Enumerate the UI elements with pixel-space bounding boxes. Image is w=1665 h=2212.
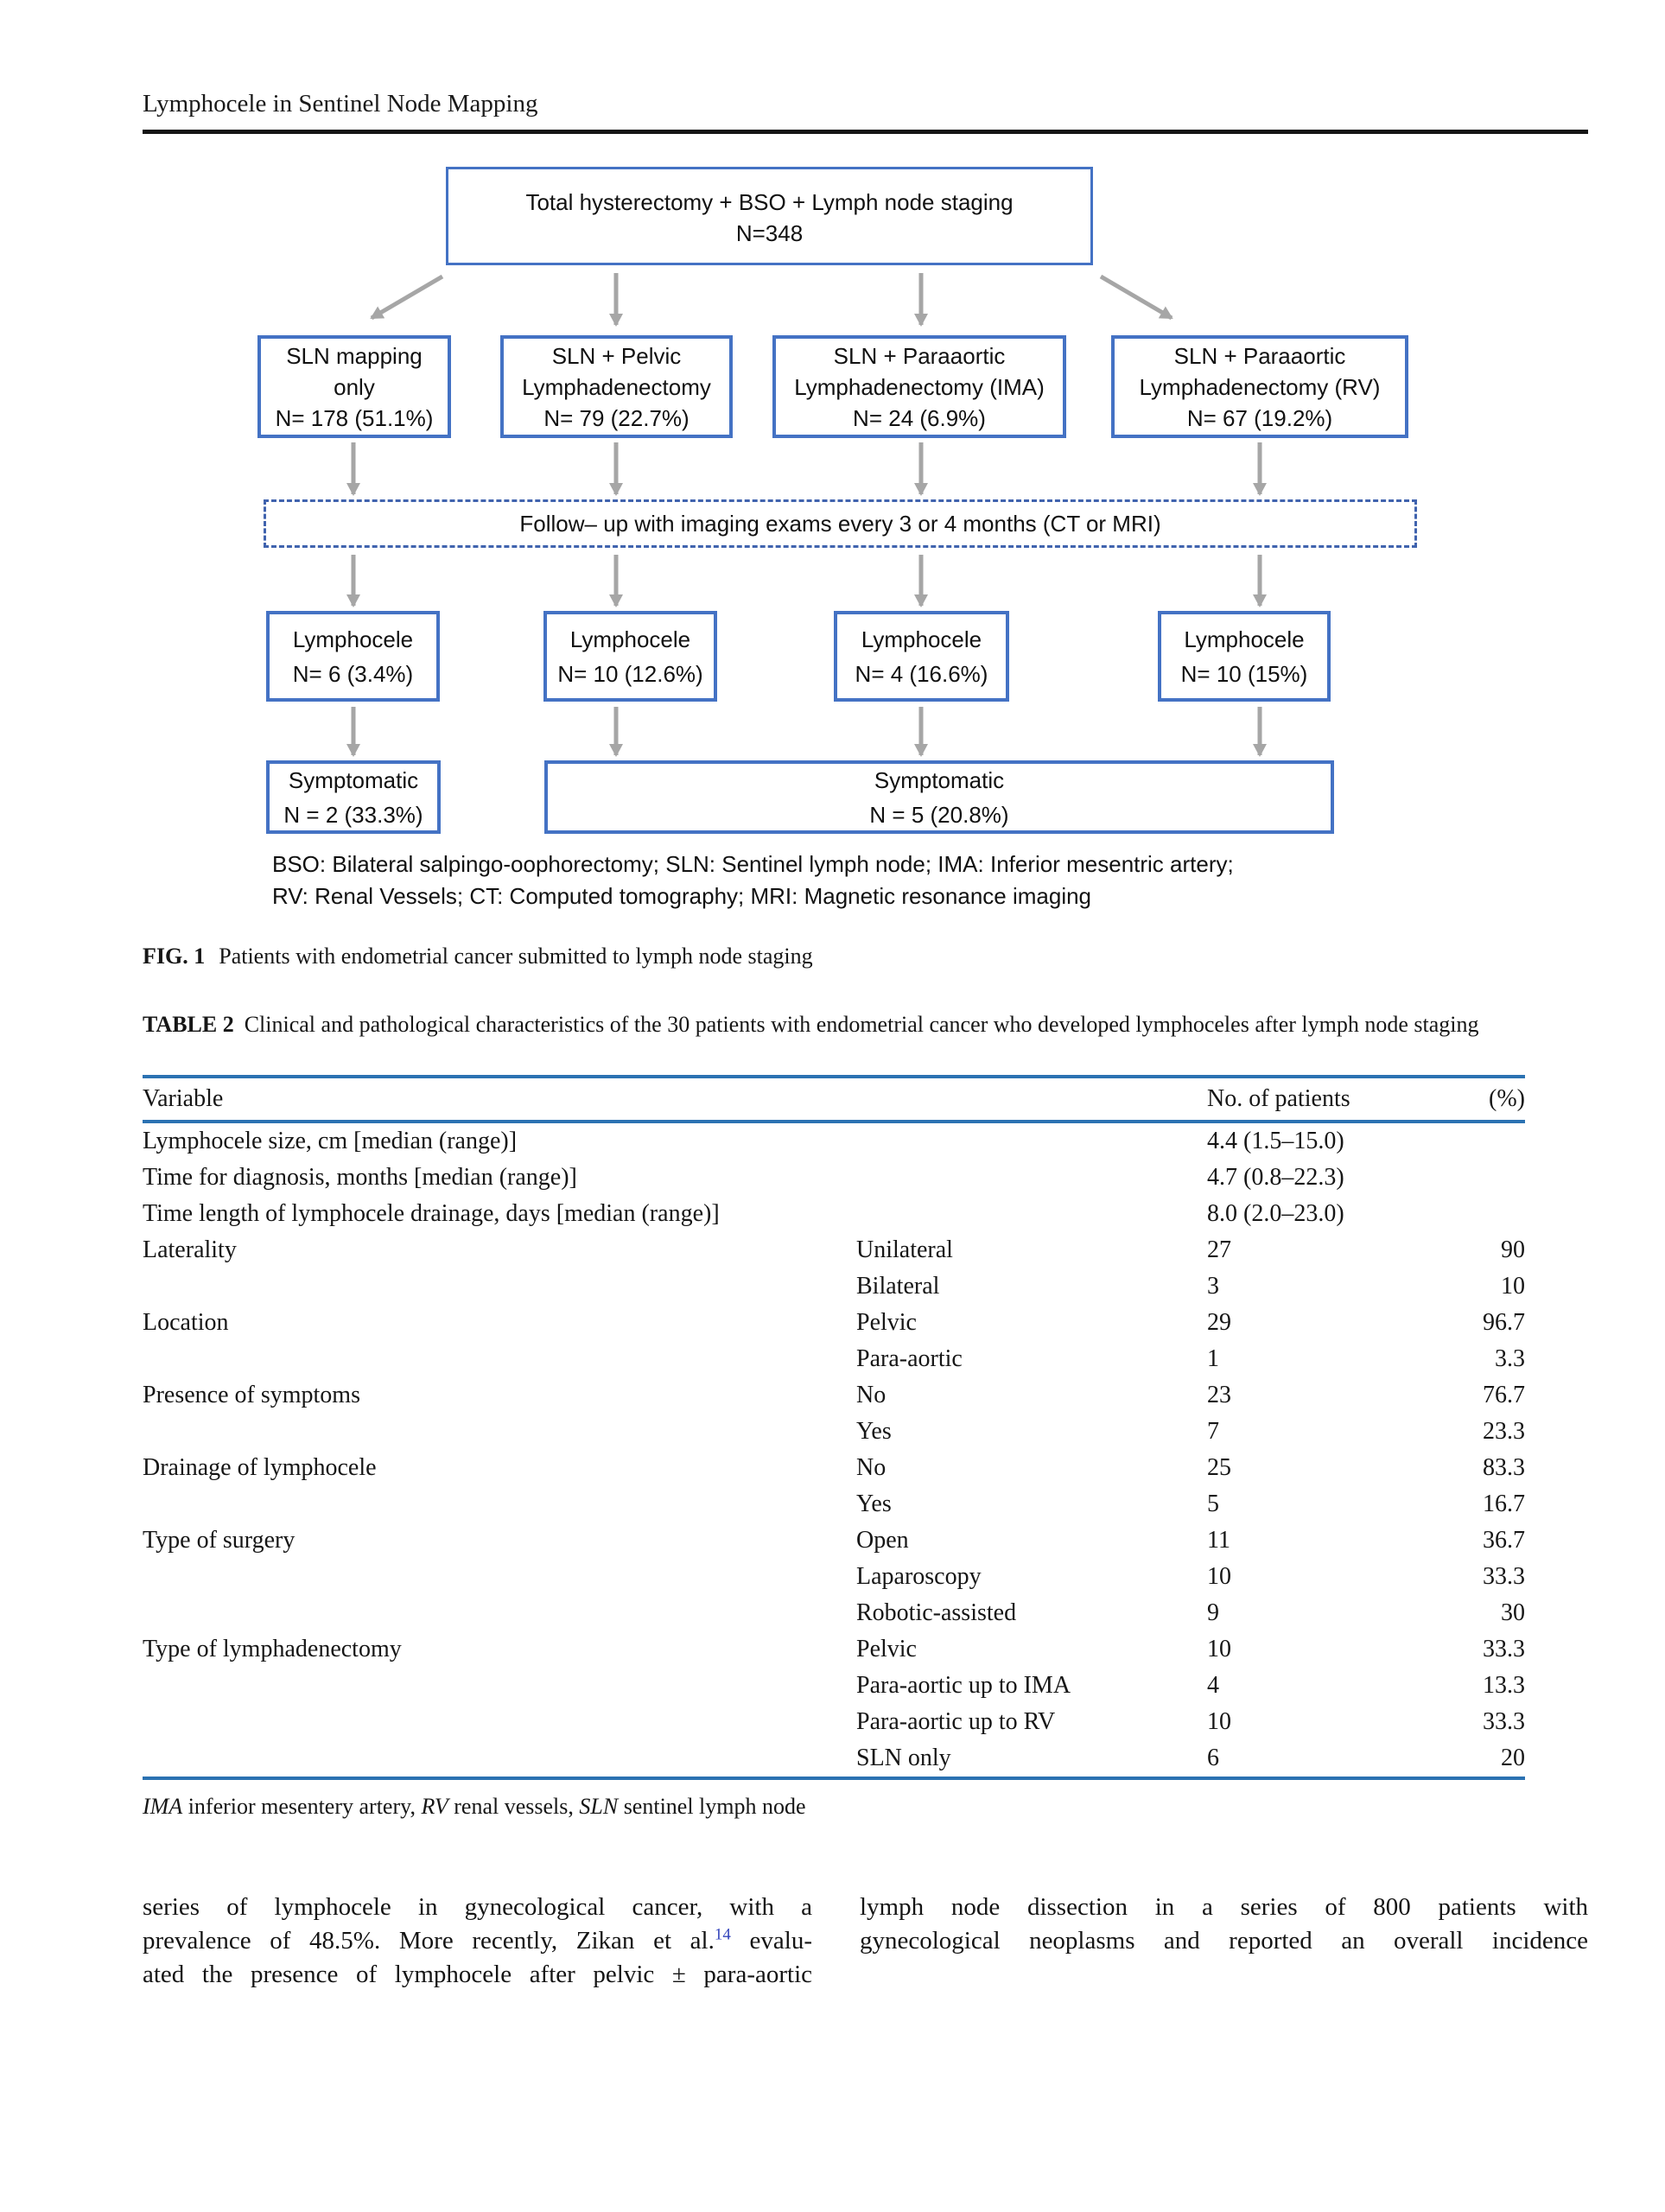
flow-arm-box-3 xyxy=(1111,335,1408,438)
body-text-line xyxy=(860,1924,1588,1958)
table-row xyxy=(143,1559,1525,1595)
table-caption-text: Clinical and pathological characteristics of the 30 patients with endometrial cancer who developed lymphoceles after lymph node staging xyxy=(244,1012,1479,1037)
flow-box-line: SLN mapping xyxy=(286,342,423,369)
flow-arrow xyxy=(372,276,442,318)
cell-n: 25 xyxy=(1207,1454,1231,1481)
legend-line: RV: Renal Vessels; CT: Computed tomography; MRI: Magnetic resonance imaging xyxy=(272,883,1092,909)
flow-box-line: Lymphocele xyxy=(292,626,414,652)
table-row xyxy=(143,1160,1525,1196)
body-text-line xyxy=(143,1891,812,1924)
cell-variable: Lymphocele size, cm [median (range)] xyxy=(143,1128,518,1154)
cell-pct: 83.3 xyxy=(1483,1454,1525,1481)
table-footnote xyxy=(143,1794,1525,1820)
cell-n: 7 xyxy=(1207,1418,1219,1445)
cell-pct: 76.7 xyxy=(1483,1382,1525,1408)
table-row xyxy=(143,1631,1525,1668)
cell-variable: Drainage of lymphocele xyxy=(143,1454,377,1481)
figure-caption-label: FIG. 1 xyxy=(143,944,206,969)
cell-variable: Time for diagnosis, months [median (range)] xyxy=(143,1164,577,1191)
symptomatic-box-0 xyxy=(266,760,441,834)
flow-box-line: Lymphadenectomy (IMA) xyxy=(794,373,1045,400)
cell-n: 10 xyxy=(1207,1563,1231,1590)
footnote-segment: renal vessels, xyxy=(448,1794,580,1819)
cell-category: Para-aortic xyxy=(856,1345,963,1372)
table-row xyxy=(143,1414,1525,1450)
cell-n: 29 xyxy=(1207,1309,1231,1336)
flow-box-line: N= 178 (51.1%) xyxy=(275,404,434,431)
flow-box-line: Symptomatic xyxy=(874,766,1005,793)
cell-pct: 33.3 xyxy=(1483,1563,1525,1590)
cell-category: Laparoscopy xyxy=(856,1563,982,1590)
flow-box-line: Lymphocele xyxy=(1184,626,1305,652)
cell-category: Para-aortic up to IMA xyxy=(856,1672,1071,1699)
footnote-segment: RV xyxy=(421,1794,448,1819)
body-text-segment: gynecological neoplasms and reported an overall incidence xyxy=(860,1927,1588,1955)
cell-n: 6 xyxy=(1207,1745,1219,1771)
header-percent: (%) xyxy=(1489,1085,1525,1112)
cell-category: Unilateral xyxy=(856,1236,953,1263)
body-text-segment: ated the presence of lymphocele after pelvic ± para-aortic xyxy=(143,1961,812,1988)
cell-category: SLN only xyxy=(856,1745,951,1771)
lymphocele-box-2 xyxy=(834,611,1009,702)
flow-box-line: N= 24 (6.9%) xyxy=(853,404,986,431)
cell-pct: 20 xyxy=(1501,1745,1525,1771)
table-row xyxy=(143,1704,1525,1740)
cell-pct: 16.7 xyxy=(1483,1491,1525,1517)
cell-pct: 33.3 xyxy=(1483,1708,1525,1735)
footnote-segment: sentinel lymph node xyxy=(618,1794,806,1819)
table-row xyxy=(143,1232,1525,1268)
cell-n: 10 xyxy=(1207,1636,1231,1662)
table-row xyxy=(143,1740,1525,1777)
cell-n: 1 xyxy=(1207,1345,1219,1372)
footnote-segment: IMA xyxy=(143,1794,183,1819)
cell-category: Yes xyxy=(856,1491,892,1517)
table-row xyxy=(143,1268,1525,1305)
flow-box-line: N= 10 (12.6%) xyxy=(557,660,703,687)
flow-arm-box-2 xyxy=(772,335,1066,438)
cell-category: Pelvic xyxy=(856,1636,917,1662)
flow-box-line: N= 6 (3.4%) xyxy=(292,660,414,687)
table-row xyxy=(143,1668,1525,1704)
cell-pct: 13.3 xyxy=(1483,1672,1525,1699)
table-caption-label: TABLE 2 xyxy=(143,1012,234,1037)
flow-box-line: N = 5 (20.8%) xyxy=(869,801,1009,828)
cell-category: No xyxy=(856,1454,887,1481)
body-text-line xyxy=(860,1891,1588,1924)
body-column-right xyxy=(860,1891,1588,1958)
table-row xyxy=(143,1305,1525,1341)
cell-pct: 3.3 xyxy=(1495,1345,1525,1372)
table-row xyxy=(143,1196,1525,1232)
flow-arm-box-0 xyxy=(257,335,451,438)
table-row xyxy=(143,1123,1525,1160)
cell-pct: 23.3 xyxy=(1483,1418,1525,1445)
flow-followup-box: Follow– up with imaging exams every 3 or 4 months (CT or MRI) xyxy=(264,499,1417,548)
flow-box-line: Lymphadenectomy (RV) xyxy=(1139,373,1381,400)
table-row xyxy=(143,1377,1525,1414)
footnote-segment: inferior mesentery artery, xyxy=(182,1794,422,1819)
cell-category: Pelvic xyxy=(856,1309,917,1336)
flow-arrow xyxy=(1101,276,1172,318)
cell-n: 23 xyxy=(1207,1382,1231,1408)
figure-caption xyxy=(143,944,813,969)
cell-pct: 36.7 xyxy=(1483,1527,1525,1554)
body-column-left xyxy=(143,1891,812,1992)
flow-arm-box-1 xyxy=(500,335,733,438)
cell-variable: Location xyxy=(143,1309,229,1336)
running-head: Lymphocele in Sentinel Node Mapping xyxy=(143,90,538,118)
cell-pct: 33.3 xyxy=(1483,1636,1525,1662)
legend-line: BSO: Bilateral salpingo-oophorectomy; SLN: Sentinel lymph node; IMA: Inferior mesentric artery; xyxy=(272,851,1234,877)
footnote-segment: SLN xyxy=(579,1794,619,1819)
cell-category: Para-aortic up to RV xyxy=(856,1708,1056,1735)
symptomatic-box-1 xyxy=(544,760,1334,834)
table-row xyxy=(143,1486,1525,1522)
cell-pct: 90 xyxy=(1501,1236,1525,1263)
cell-category: Robotic-assisted xyxy=(856,1599,1017,1626)
cell-n: 4.7 (0.8–22.3) xyxy=(1207,1164,1344,1191)
table-body xyxy=(143,1123,1525,1777)
header-variable: Variable xyxy=(143,1085,224,1112)
cell-category: Yes xyxy=(856,1418,892,1445)
flow-root-box xyxy=(446,167,1093,265)
table-header-row xyxy=(143,1078,1525,1120)
flow-box-line: N= 67 (19.2%) xyxy=(1186,404,1333,431)
table-caption xyxy=(143,1007,1525,1041)
cell-n: 11 xyxy=(1207,1527,1230,1554)
lymphocele-box-0 xyxy=(266,611,440,702)
table-row xyxy=(143,1522,1525,1559)
cell-n: 8.0 (2.0–23.0) xyxy=(1207,1200,1344,1227)
reference-link[interactable]: 14 xyxy=(714,1925,731,1944)
table-row xyxy=(143,1450,1525,1486)
flow-legend xyxy=(272,849,1234,912)
cell-category: No xyxy=(856,1382,887,1408)
cell-pct: 30 xyxy=(1501,1599,1525,1626)
body-text-segment: prevalence of 48.5%. More recently, Zikan et al. xyxy=(143,1927,715,1955)
body-text-segment: evalu- xyxy=(730,1927,812,1955)
cell-n: 9 xyxy=(1207,1599,1219,1626)
clinical-table xyxy=(143,1075,1525,1820)
cell-pct: 96.7 xyxy=(1483,1309,1525,1336)
body-text-segment: lymph node dissection in a series of 800 patients with xyxy=(860,1893,1588,1921)
flow-box-line: SLN + Pelvic xyxy=(551,342,682,369)
flow-box-line: N = 2 (33.3%) xyxy=(283,801,423,828)
cell-variable: Time length of lymphocele drainage, days [median (range)] xyxy=(143,1200,720,1227)
flow-box-line: Total hysterectomy + BSO + Lymph node staging xyxy=(525,189,1014,215)
cell-variable: Type of lymphadenectomy xyxy=(143,1636,402,1662)
flow-box-line: Symptomatic xyxy=(288,766,419,793)
flow-box-line: N=348 xyxy=(735,220,804,246)
cell-category: Open xyxy=(856,1527,909,1554)
cell-variable: Presence of symptoms xyxy=(143,1382,360,1408)
header-patients: No. of patients xyxy=(1207,1085,1350,1112)
cell-pct: 10 xyxy=(1501,1273,1525,1300)
cell-variable: Type of surgery xyxy=(143,1527,296,1554)
cell-n: 27 xyxy=(1207,1236,1231,1263)
flow-box-line: Lymphocele xyxy=(569,626,691,652)
lymphocele-box-1 xyxy=(543,611,717,702)
table-row xyxy=(143,1595,1525,1631)
cell-n: 4 xyxy=(1207,1672,1219,1699)
flow-box-line: Lymphadenectomy xyxy=(522,373,711,400)
table-row xyxy=(143,1341,1525,1377)
cell-n: 10 xyxy=(1207,1708,1231,1735)
flow-box-line: only xyxy=(334,373,375,400)
figure-caption-text: Patients with endometrial cancer submitted to lymph node staging xyxy=(219,944,813,969)
body-text-segment: series of lymphocele in gynecological cancer, with a xyxy=(143,1893,812,1921)
body-text-line xyxy=(143,1958,812,1992)
table-rule-bottom xyxy=(143,1777,1525,1780)
running-head-rule xyxy=(143,130,1588,134)
cell-variable: Laterality xyxy=(143,1236,237,1263)
lymphocele-box-3 xyxy=(1158,611,1331,702)
cell-n: 5 xyxy=(1207,1491,1219,1517)
flow-box-line: SLN + Paraaortic xyxy=(833,342,1006,369)
flow-box-line: N= 79 (22.7%) xyxy=(543,404,690,431)
cell-n: 4.4 (1.5–15.0) xyxy=(1207,1128,1344,1154)
flow-box-line: N= 4 (16.6%) xyxy=(855,660,988,687)
body-text-line xyxy=(143,1924,812,1958)
cell-category: Bilateral xyxy=(856,1273,940,1300)
flow-box-line: N= 10 (15%) xyxy=(1180,660,1308,687)
flow-box-line: Lymphocele xyxy=(861,626,982,652)
flow-box-line: SLN + Paraaortic xyxy=(1173,342,1346,369)
cell-n: 3 xyxy=(1207,1273,1219,1300)
